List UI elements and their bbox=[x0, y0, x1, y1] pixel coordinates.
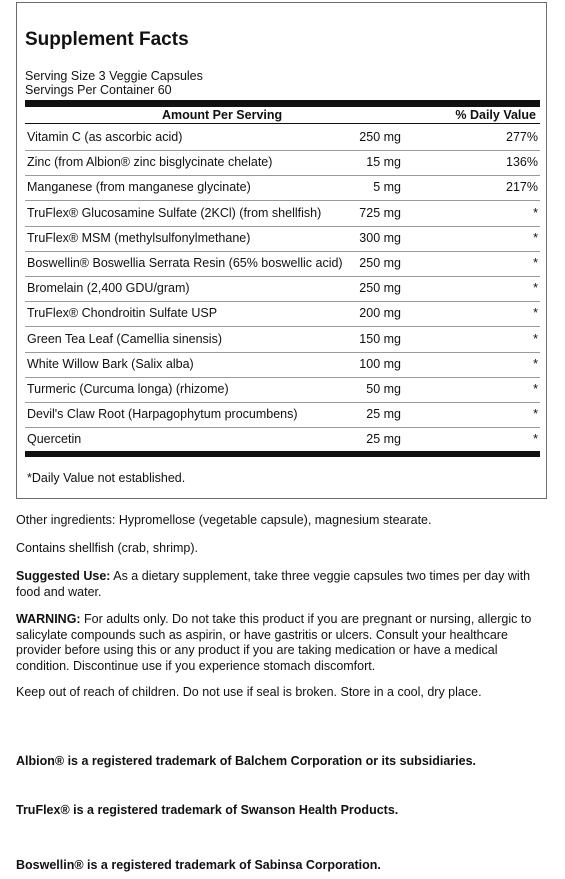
nutrient-name: Zinc (from Albion® zinc bisglycinate chelate) bbox=[27, 155, 273, 170]
top-divider-bar bbox=[25, 100, 540, 107]
nutrient-amount: 300 mg bbox=[359, 230, 401, 245]
table-row bbox=[25, 226, 540, 252]
table-row bbox=[25, 276, 540, 302]
nutrient-amount: 15 mg bbox=[366, 155, 401, 170]
nutrient-daily-value: * bbox=[533, 331, 538, 346]
nutrient-amount: 725 mg bbox=[359, 205, 401, 220]
nutrient-daily-value: 277% bbox=[506, 130, 538, 144]
storage-statement: Keep out of reach of children. Do not use if seal is broken. Store in a cool, dry place. bbox=[16, 685, 482, 699]
nutrient-daily-value: * bbox=[533, 432, 538, 447]
nutrient-name: TruFlex® MSM (methylsulfonylmethane) bbox=[27, 230, 251, 245]
nutrient-name: Green Tea Leaf (Camellia sinensis) bbox=[27, 331, 223, 346]
nutrient-daily-value: * bbox=[533, 281, 538, 296]
nutrient-name: Bromelain (2,400 GDU/gram) bbox=[27, 281, 190, 296]
servings-per-container: Servings Per Container 60 bbox=[25, 83, 172, 97]
warning-label: WARNING: bbox=[16, 612, 81, 626]
nutrient-name: TruFlex® Chondroitin Sulfate USP bbox=[27, 306, 218, 321]
table-row bbox=[25, 377, 540, 403]
nutrient-daily-value: 217% bbox=[506, 180, 538, 195]
table-row bbox=[25, 327, 540, 353]
suggested-use bbox=[16, 569, 552, 600]
nutrient-amount: 50 mg bbox=[366, 382, 401, 396]
table-row bbox=[25, 352, 540, 378]
nutrient-name: Devil's Claw Root (Harpagophytum procumbens) bbox=[27, 407, 298, 422]
nutrient-amount: 150 mg bbox=[359, 331, 401, 346]
nutrient-amount: 250 mg bbox=[359, 281, 401, 296]
nutrient-name: White Willow Bark (Salix alba) bbox=[27, 356, 194, 371]
nutrient-daily-value: * bbox=[533, 407, 538, 422]
nutrient-amount: 200 mg bbox=[359, 306, 401, 321]
nutrient-name: Quercetin bbox=[27, 432, 82, 447]
facts-title: Supplement Facts bbox=[25, 29, 189, 50]
nutrient-daily-value: * bbox=[533, 306, 538, 321]
trademark-truflex: TruFlex® is a registered trademark of Swanson Health Products. bbox=[16, 803, 399, 817]
serving-size: Serving Size 3 Veggie Capsules bbox=[25, 69, 203, 83]
supplement-facts-panel bbox=[16, 2, 547, 499]
nutrient-daily-value: * bbox=[533, 205, 538, 220]
nutrient-name: Turmeric (Curcuma longa) (rhizome) bbox=[27, 382, 229, 396]
nutrient-name: Boswellin® Boswellia Serrata Resin (65% boswellic acid) bbox=[27, 256, 343, 270]
nutrient-amount: 5 mg bbox=[373, 180, 401, 195]
other-ingredients: Other ingredients: Hypromellose (vegetable capsule), magnesium stearate. bbox=[16, 513, 432, 527]
table-row bbox=[25, 251, 540, 277]
nutrient-amount: 100 mg bbox=[359, 356, 401, 371]
nutrient-amount: 25 mg bbox=[366, 432, 401, 447]
nutrient-name: Manganese (from manganese glycinate) bbox=[27, 180, 251, 195]
suggested-use-label: Suggested Use: bbox=[16, 569, 111, 583]
trademark-albion: Albion® is a registered trademark of Balchem Corporation or its subsidiaries. bbox=[16, 754, 477, 768]
nutrient-daily-value: 136% bbox=[506, 155, 538, 170]
nutrient-amount: 25 mg bbox=[366, 407, 401, 422]
header-daily-value: % Daily Value bbox=[455, 108, 536, 122]
table-row bbox=[25, 427, 540, 452]
nutrient-name: TruFlex® Glucosamine Sulfate (2KCl) (from shellfish) bbox=[27, 205, 322, 220]
table-row bbox=[25, 301, 540, 327]
daily-value-footnote: *Daily Value not established. bbox=[27, 471, 186, 485]
table-header bbox=[25, 107, 540, 123]
bottom-divider-bar bbox=[25, 451, 540, 457]
header-amount-per-serving: Amount Per Serving bbox=[162, 108, 283, 122]
nutrient-daily-value: * bbox=[533, 356, 538, 371]
warning-text: For adults only. Do not take this product if you are pregnant or nursing, allergic to salicylate compounds such as aspirin, or have gastritis or ulcers. Consult your healthcare provider before using this or any product if you are taking medication or have a medical condition. Discontinue use if you experience stomach discomfort. bbox=[16, 612, 532, 673]
table-row bbox=[25, 150, 540, 176]
nutrient-amount: 250 mg bbox=[359, 130, 401, 144]
nutrient-daily-value: * bbox=[533, 256, 538, 270]
allergen-statement: Contains shellfish (crab, shrimp). bbox=[16, 541, 199, 555]
nutrient-amount: 250 mg bbox=[359, 256, 401, 270]
nutrient-daily-value: * bbox=[533, 230, 538, 245]
table-row bbox=[25, 175, 540, 201]
header-divider bbox=[25, 123, 540, 124]
nutrient-daily-value: * bbox=[533, 382, 538, 396]
trademark-boswellin: Boswellin® is a registered trademark of Sabinsa Corporation. bbox=[16, 858, 381, 872]
table-row bbox=[25, 125, 540, 151]
table-row bbox=[25, 402, 540, 428]
nutrient-name: Vitamin C (as ascorbic acid) bbox=[27, 130, 183, 144]
table-row bbox=[25, 201, 540, 227]
warning bbox=[16, 612, 552, 674]
suggested-use-text: As a dietary supplement, take three veggie capsules two times per day with food and water. bbox=[16, 569, 531, 599]
